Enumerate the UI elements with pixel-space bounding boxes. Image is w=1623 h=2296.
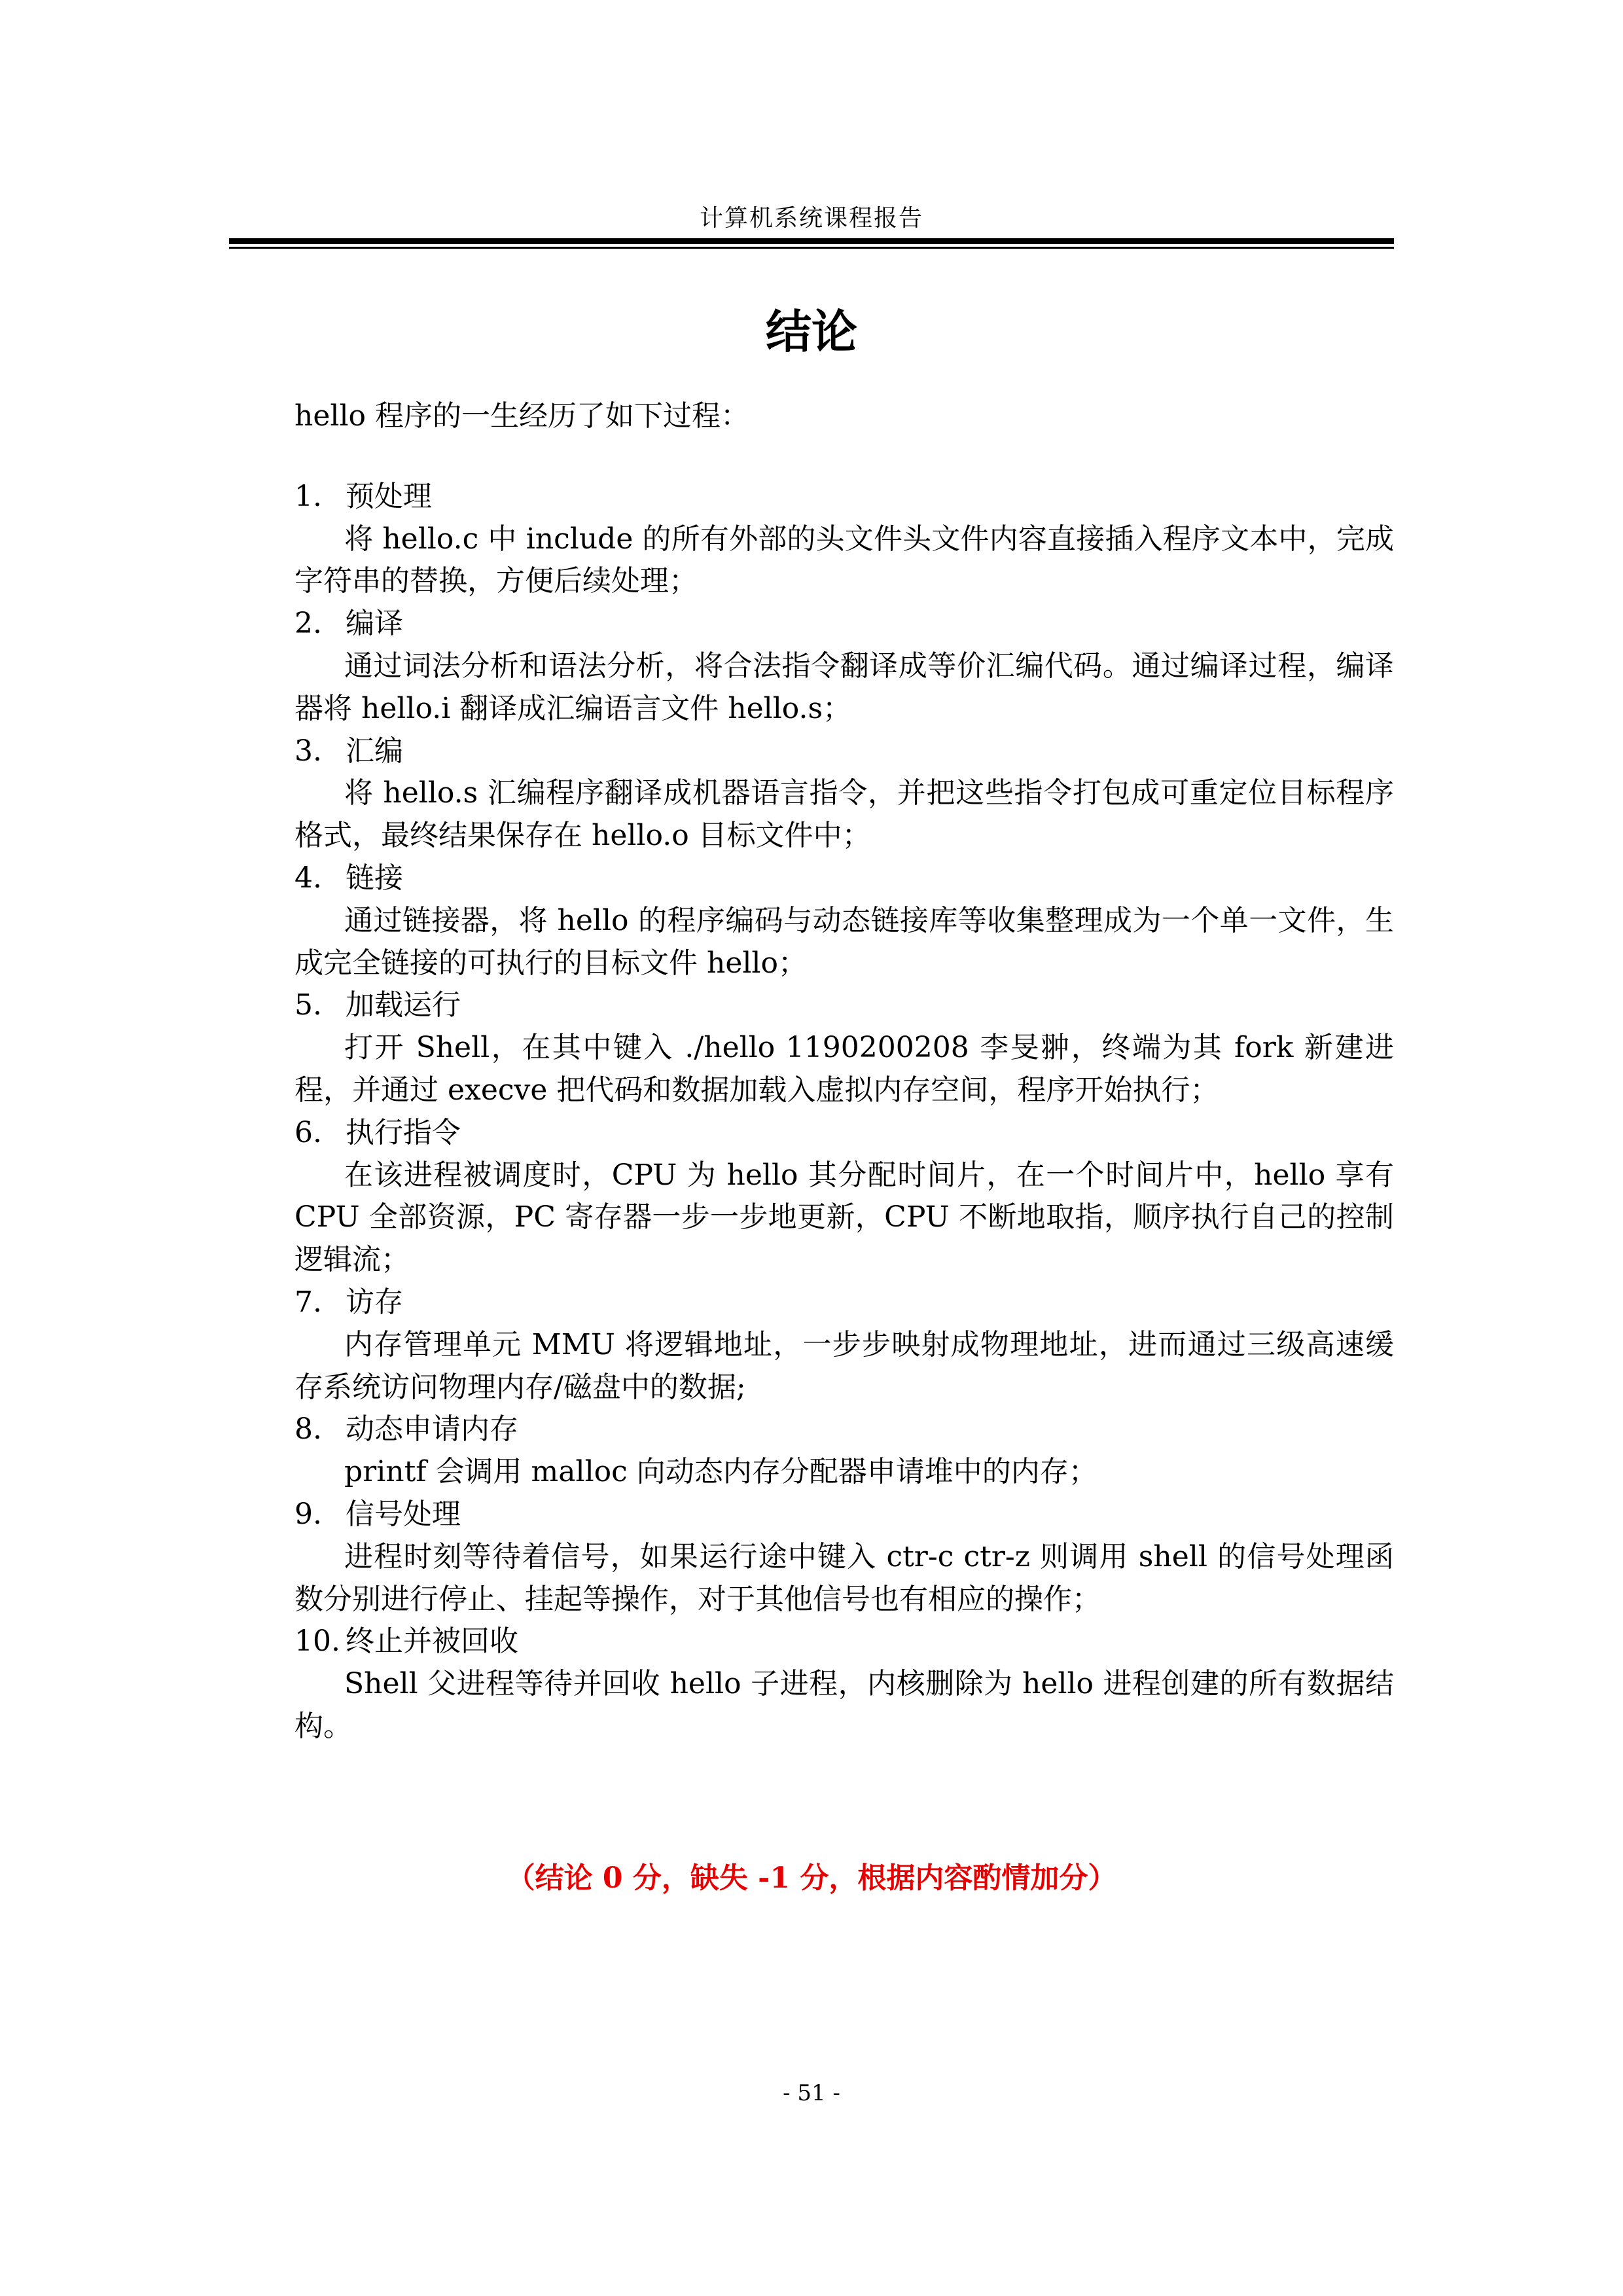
list-item-body: 将 hello.s 汇编程序翻译成机器语言指令，并把这些指令打包成可重定位目标程序格式，最终结果保存在 hello.o 目标文件中； [294,776,1394,853]
header-rule-thin [229,247,1394,249]
list-item [294,857,1394,984]
list-item-heading [294,857,1394,900]
list-item-heading [294,1282,1394,1324]
list-item-heading [294,1408,1394,1451]
list-item [294,1282,1394,1408]
list-item-title: 信号处理 [346,1497,461,1531]
page-title: 结论 [766,305,857,359]
list-item-number: 6. [294,1115,322,1149]
list-item-body: 内存管理单元 MMU 将逻辑地址，一步步映射成物理地址，进而通过三级高速缓存系统访问物理内存/磁盘中的数据; [294,1327,1394,1404]
list-item-body: Shell 父进程等待并回收 hello 子进程，内核删除为 hello 进程创建的所有数据结构。 [294,1667,1394,1743]
list-item-body: 进程时刻等待着信号，如果运行途中键入 ctr-c ctr-z 则调用 shell 的信号处理函数分别进行停止、挂起等操作，对于其他信号也有相应的操作； [294,1539,1394,1616]
list-item-title: 加载运行 [346,988,461,1022]
grading-note: （结论 0 分，缺失 -1 分，根据内容酌情加分） [506,1861,1117,1895]
list-item [294,476,1394,603]
list-item-number: 9. [294,1497,322,1531]
list-item-heading [294,476,1394,518]
list-item-title: 预处理 [346,479,432,513]
list-item [294,1494,1394,1621]
list-item-title: 访存 [346,1285,403,1319]
header-rule [229,238,1394,244]
list-item-number: 5. [294,988,322,1022]
list-item-heading [294,1494,1394,1536]
list-item-number: 2. [294,607,322,641]
list-item-title: 终止并被回收 [346,1624,518,1659]
list-item-heading [294,1621,1394,1663]
list-item [294,984,1394,1111]
list-item [294,1112,1394,1282]
list-item [294,730,1394,857]
list-item-heading [294,730,1394,773]
list-item-number: 1. [294,479,322,513]
list-item-title: 编译 [346,607,403,641]
list-item [294,603,1394,730]
list-item-body: 在该进程被调度时，CPU 为 hello 其分配时间片，在一个时间片中，hello 享有 CPU 全部资源，PC 寄存器一步一步地更新，CPU 不断地取指，顺序执行自己的控制逻辑流； [294,1158,1394,1277]
list-item [294,1621,1394,1748]
page-number: - 51 - [783,2080,840,2106]
list-item-body: printf 会调用 malloc 向动态内存分配器申请堆中的内存； [344,1455,1097,1489]
list-item-title: 汇编 [346,734,403,768]
list-item-title: 链接 [346,861,403,895]
list-item-number: 3. [294,734,322,768]
list-item-heading [294,1112,1394,1155]
document-body [294,395,1394,1748]
list-item-heading [294,603,1394,645]
running-header: 计算机系统课程报告 [699,205,923,232]
list-item-title: 执行指令 [346,1115,461,1149]
list-item-body: 将 hello.c 中 include 的所有外部的头文件头文件内容直接插入程序文本中，完成字符串的替换，方便后续处理； [294,522,1394,598]
list-item-number: 4. [294,861,322,895]
list-item-body: 通过链接器，将 hello 的程序编码与动态链接库等收集整理成为一个单一文件，生成完全链接的可执行的目标文件 hello； [294,903,1394,980]
intro-paragraph: hello 程序的一生经历了如下过程： [294,399,749,433]
list-item-number: 10. [294,1624,340,1659]
list-item-title: 动态申请内存 [346,1412,518,1446]
list-item [294,1408,1394,1494]
list-item-number: 7. [294,1285,322,1319]
list-item-body: 通过词法分析和语法分析，将合法指令翻译成等价汇编代码。通过编译过程，编译器将 hello.i 翻译成汇编语言文件 hello.s； [294,649,1394,725]
list-item-heading [294,984,1394,1027]
list-item-body: 打开 Shell，在其中键入 ./hello 1190200208 李旻翀，终端为其 fork 新建进程，并通过 execve 把代码和数据加载入虚拟内存空间，程序开始执行； [294,1031,1394,1107]
list-item-number: 8. [294,1412,322,1446]
